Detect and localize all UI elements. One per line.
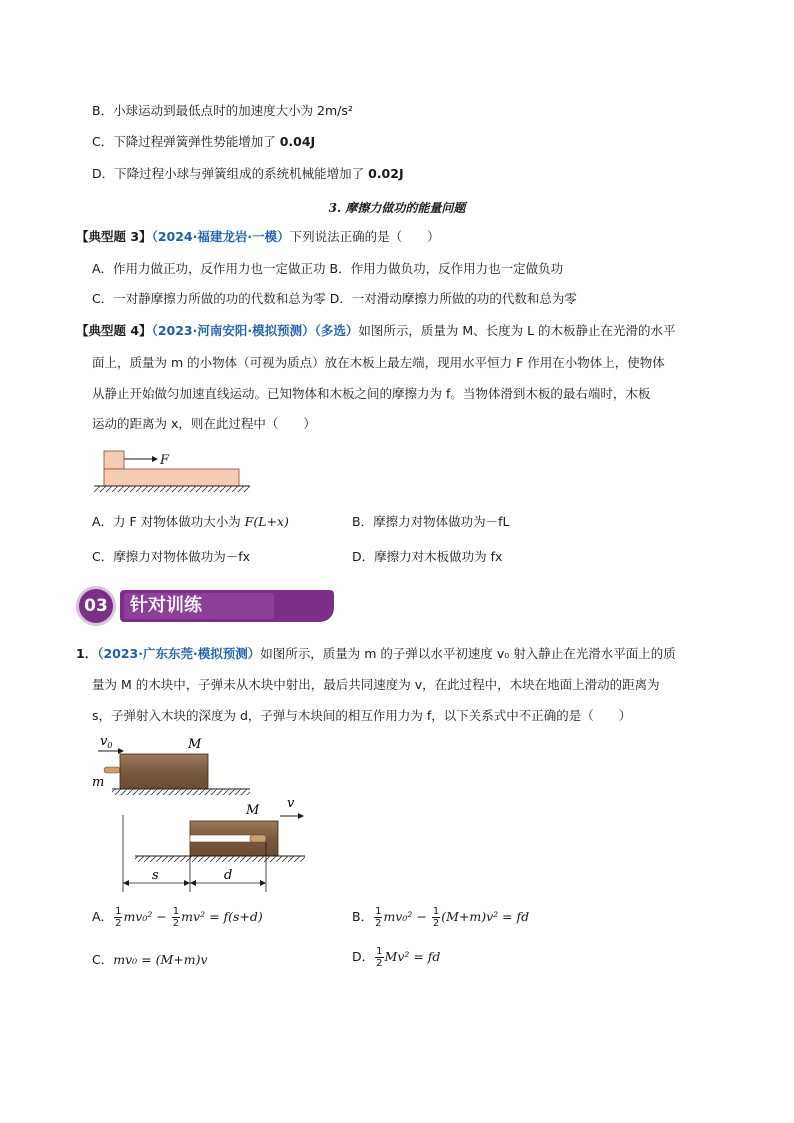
q4-board xyxy=(104,469,239,486)
q3-options-cd: C．一对静摩擦力所做的功的代数和总为零 D．一对滑动摩擦力所做的功的代数和总为零 xyxy=(92,291,577,306)
t1-d-label: d xyxy=(224,868,233,883)
t1-stem1: 如图所示，质量为 m 的子弹以水平初速度 v₀ 射入静止在光滑水平面上的质 xyxy=(260,646,676,661)
prev-option-d xyxy=(92,165,404,183)
prev-option-d-value: 0.02J xyxy=(368,166,404,181)
prev-option-b: B．小球运动到最低点时的加速度大小为 2m/s² xyxy=(92,103,353,118)
t1-option-b-expr: mv₀² − xyxy=(383,909,431,924)
t1-option-a xyxy=(92,906,263,929)
q4-stem-line1 xyxy=(76,322,676,340)
q4-small-block xyxy=(104,451,124,469)
t1-option-d-label: D． xyxy=(352,949,375,964)
q4-option-a-text: A．力 F 对物体做功大小为 xyxy=(92,514,245,529)
q4-force-label: F xyxy=(160,453,170,468)
t1-m-label: m xyxy=(92,775,105,790)
q3-stem-text: 下列说法正确的是（ ） xyxy=(289,229,440,244)
t1-option-b xyxy=(352,906,529,929)
q4-stem-line2: 面上，质量为 m 的小物体（可视为质点）放在木板上最左端，现用水平恒力 F 作用在小物体上，使物体 xyxy=(92,355,665,370)
t1-stem-line2: 量为 M 的木块中，子弹未从木块中射出，最后共同速度为 v，在此过程中，木块在地面上滑动的距离为 xyxy=(92,677,660,692)
t1-bullet xyxy=(104,767,120,773)
t1-option-a-label: A． xyxy=(92,909,114,924)
t1-option-c xyxy=(92,951,208,969)
q4-option-d: D．摩擦力对木板做功为 fx xyxy=(352,549,503,564)
q4-source: （2023·河南安阳·模拟预测） xyxy=(151,323,315,338)
q3-stem xyxy=(76,228,440,246)
half-fraction: $\frac{1}{2}$ xyxy=(376,946,383,969)
q3-tag: 【典型题 3】 xyxy=(76,229,152,244)
t1-number: 1． xyxy=(76,646,98,661)
prev-option-c-text: C．下降过程弹簧弹性势能增加了 xyxy=(92,134,280,149)
section-title: 3. 摩擦力做功的能量问题 xyxy=(328,201,466,215)
banner-tag xyxy=(120,590,334,622)
banner-number: 03 xyxy=(76,586,116,626)
t1-option-c-label: C． xyxy=(92,952,114,967)
t1-v0-label: $v_0$ xyxy=(100,734,113,750)
t1-option-d xyxy=(352,946,440,969)
t1-option-b-label: B． xyxy=(352,909,374,924)
q4-stem-line4: 运动的距离为 x，则在此过程中（ ） xyxy=(92,416,316,431)
t1-figure xyxy=(90,730,310,895)
prev-option-c xyxy=(92,133,315,151)
t1-option-c-expr: mv₀ = (M+m)v xyxy=(113,952,208,967)
t1-M-label-bottom: M xyxy=(246,803,260,818)
q4-option-a-math: F(L+x) xyxy=(244,514,289,529)
q4-stem-line3: 从静止开始做匀加速直线运动。已知物体和木板之间的摩擦力为 f。当物体滑到木板的最右端时，木板 xyxy=(92,386,651,401)
q4-figure xyxy=(92,446,252,496)
t1-option-d-tail: Mv² = fd xyxy=(384,949,441,964)
t1-block-top xyxy=(120,754,208,789)
q4-option-a xyxy=(92,513,289,531)
q4-stem1: 如图所示，质量为 M、长度为 L 的木板静止在光滑的水平 xyxy=(358,323,676,338)
q4-multi: （多选） xyxy=(314,323,359,338)
half-fraction: $\frac{1}{2}$ xyxy=(172,906,180,929)
q4-tag: 【典型题 4】 xyxy=(76,323,152,338)
t1-v-label: v xyxy=(287,796,295,811)
prev-option-c-value: 0.04J xyxy=(279,134,316,149)
q3-options-ab: A．作用力做正功，反作用力也一定做正功 B．作用力做负功，反作用力也一定做负功 xyxy=(92,261,564,276)
half-fraction: $\frac{1}{2}$ xyxy=(375,906,382,929)
t1-option-a-tail: mv² = f(s+d) xyxy=(181,909,263,924)
t1-stem-line1 xyxy=(76,645,676,663)
t1-option-a-expr: mv₀² − xyxy=(123,909,171,924)
q4-option-b: B．摩擦力对物体做功为－fL xyxy=(352,514,510,529)
half-fraction: $\frac{1}{2}$ xyxy=(432,906,440,929)
t1-stem-line3: s，子弹射入木块的深度为 d，子弹与木块间的相互作用力为 f，以下关系式中不正确的是（ ） xyxy=(92,708,632,723)
t1-option-b-tail: (M+m)v² = fd xyxy=(441,909,530,924)
banner-label: 针对训练 xyxy=(124,593,274,619)
prev-option-d-text: D．下降过程小球与弹簧组成的系统机械能增加了 xyxy=(92,166,369,181)
half-fraction: $\frac{1}{2}$ xyxy=(115,906,122,929)
t1-M-label-top: M xyxy=(188,737,202,752)
t1-source: （2023·广东东莞·模拟预测） xyxy=(97,646,261,661)
q4-option-c: C．摩擦力对物体做功为－fx xyxy=(92,549,251,564)
t1-s-label: s xyxy=(152,868,159,883)
q3-source: （2024·福建龙岩·一模） xyxy=(151,229,290,244)
